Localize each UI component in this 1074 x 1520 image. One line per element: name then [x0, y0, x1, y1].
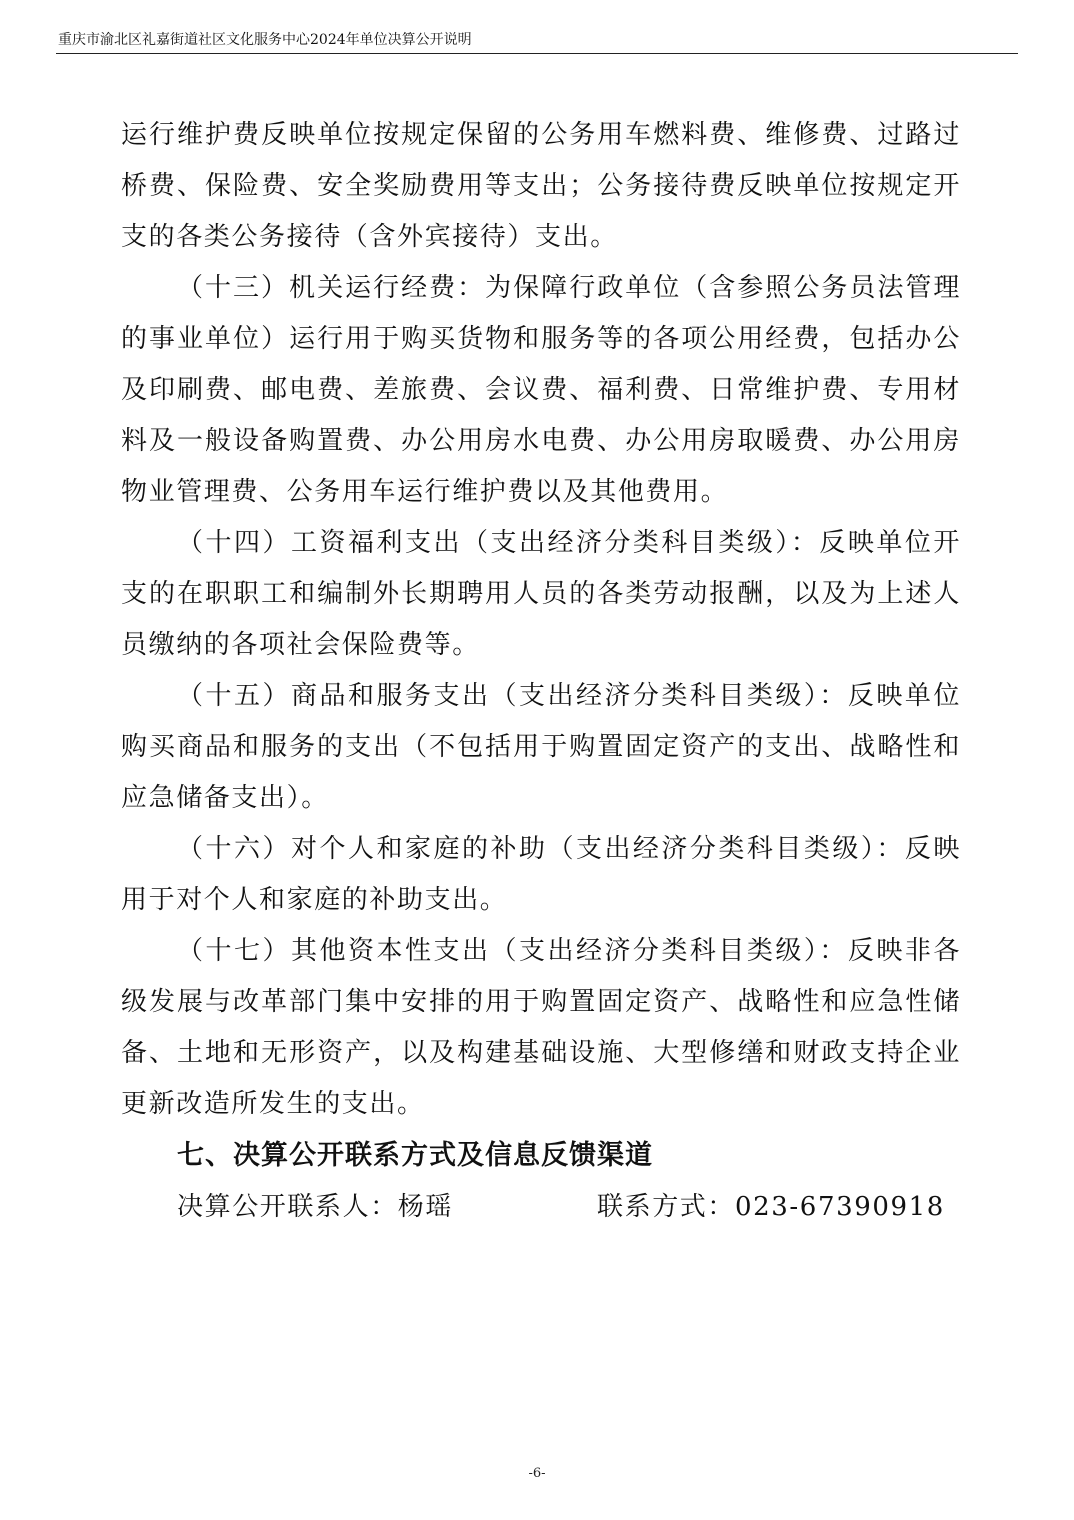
contact-row — [121, 1182, 961, 1233]
paragraph-item-15: （十五）商品和服务支出（支出经济分类科目类级）：反映单位购买商品和服务的支出（不包括用于购置固定资产的支出、战略性和应急储备支出）。 — [121, 681, 961, 813]
paragraph-item-13: （十三）机关运行经费：为保障行政单位（含参照公务员法管理的事业单位）运行用于购买货物和服务等的各项公用经费，包括办公及印刷费、邮电费、差旅费、会议费、福利费、日常维护费、专用材料及一般设备购置费、办公用房水电费、办公用房取暖费、办公用房物业管理费、公务用车运行维护费以及其他费用。 — [121, 273, 961, 507]
document-body — [121, 110, 961, 1233]
paragraph-item-16: （十六）对个人和家庭的补助（支出经济分类科目类级）：反映用于对个人和家庭的补助支出。 — [121, 834, 961, 915]
paragraph-continuation: 运行维护费反映单位按规定保留的公务用车燃料费、维修费、过路过桥费、保险费、安全奖励费用等支出；公务接待费反映单位按规定开支的各类公务接待（含外宾接待）支出。 — [121, 120, 961, 252]
paragraph-item-14: （十四）工资福利支出（支出经济分类科目类级）：反映单位开支的在职职工和编制外长期聘用人员的各类劳动报酬，以及为上述人员缴纳的各项社会保险费等。 — [121, 528, 961, 660]
contact-person: 决算公开联系人：杨瑶 — [177, 1192, 454, 1222]
contact-phone: 联系方式：023-67390918 — [597, 1192, 945, 1222]
running-header: 重庆市渝北区礼嘉街道社区文化服务中心2024年单位决算公开说明 — [58, 32, 472, 48]
header-divider — [56, 53, 1018, 54]
page-number: -6- — [528, 1466, 546, 1481]
section-heading-contact: 七、决算公开联系方式及信息反馈渠道 — [177, 1140, 653, 1171]
paragraph-item-17: （十七）其他资本性支出（支出经济分类科目类级）：反映非各级发展与改革部门集中安排的用于购置固定资产、战略性和应急性储备、土地和无形资产，以及构建基础设施、大型修缮和财政支持企业更新改造所发生的支出。 — [121, 936, 961, 1119]
